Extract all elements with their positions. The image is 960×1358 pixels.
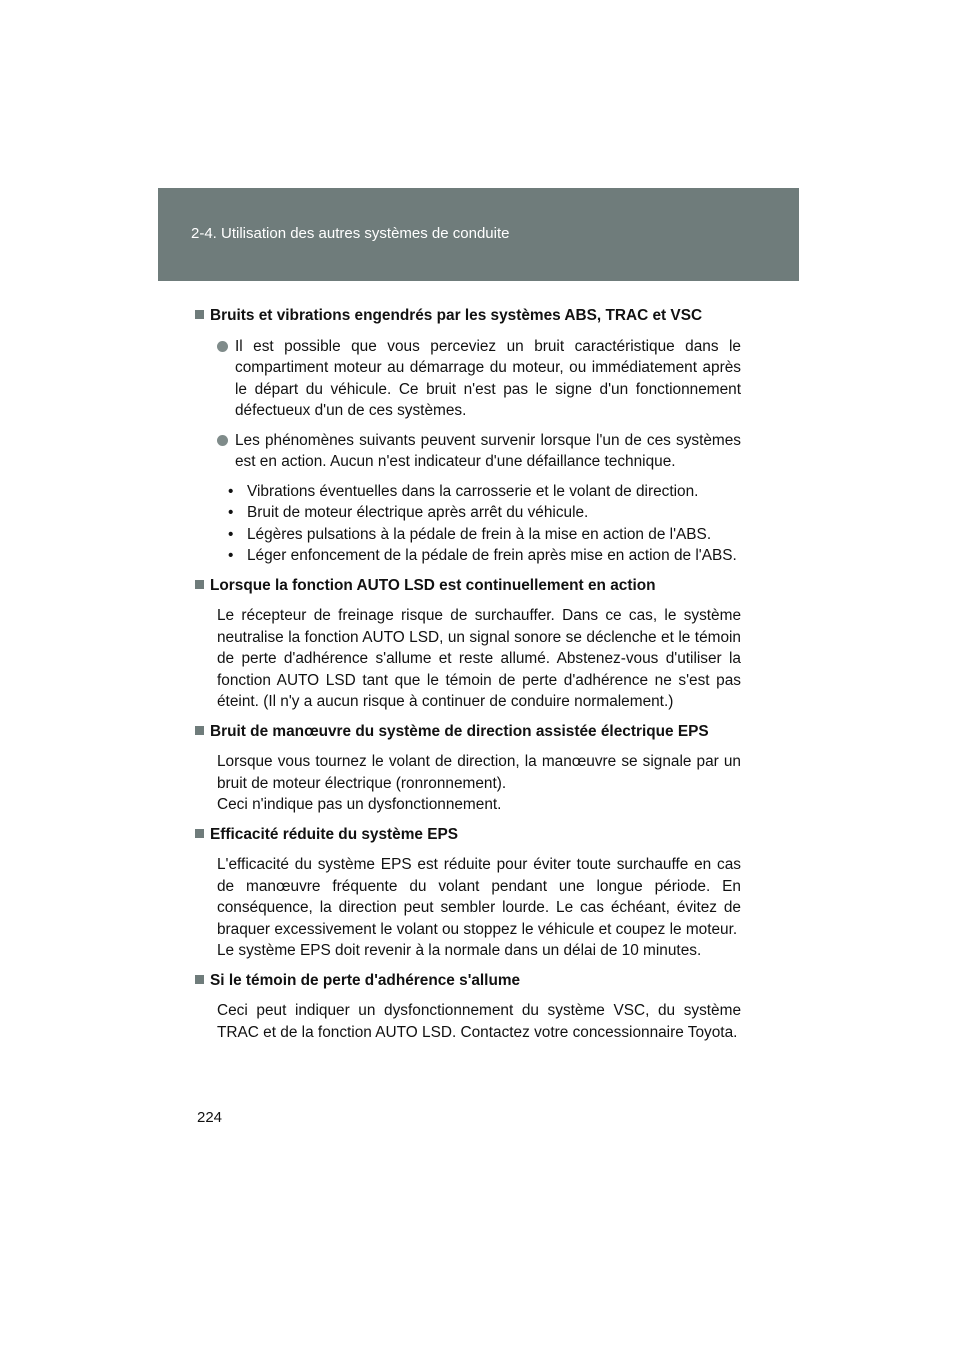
circle-bullet-icon xyxy=(217,341,228,352)
section-body xyxy=(195,854,741,962)
phenomena-list xyxy=(195,481,741,567)
section-heading-auto-lsd xyxy=(195,575,741,597)
circle-bullet-icon xyxy=(217,435,228,446)
section-heading-text: Bruit de manœuvre du système de direction assistée électrique EPS xyxy=(210,722,709,740)
section-body xyxy=(195,751,741,816)
dot-item-text: Il est possible que vous perceviez un bruit caractéristique dans le compartiment moteur au démarrage du moteur, ou immédiatement après le départ du véhicule. Ce bruit n'est pas le signe d'un fonctionnement défectueux d'un de ces systèmes. xyxy=(235,337,741,419)
dot-item xyxy=(195,336,741,422)
dot-item-text: Les phénomènes suivants peuvent survenir lorsque l'un de ces systèmes est en action. Aucun n'est indicateur d'une défaillance technique. xyxy=(235,431,741,470)
section-heading-abs-noise xyxy=(195,305,741,327)
list-item: • Bruit de moteur électrique après arrêt du véhicule. xyxy=(228,502,741,524)
section-heading-slip-indicator xyxy=(195,970,741,992)
square-bullet-icon xyxy=(195,829,204,838)
section-body xyxy=(195,605,741,713)
section-heading-eps-noise xyxy=(195,721,741,743)
paragraph: Ceci n'indique pas un dysfonctionnement. xyxy=(217,796,502,813)
chapter-title: 2-4. Utilisation des autres systèmes de conduite xyxy=(191,225,510,242)
paragraph: Lorsque vous tournez le volant de direction, la manœuvre se signale par un bruit de moteur électrique (ronronnement). xyxy=(217,753,741,792)
square-bullet-icon xyxy=(195,580,204,589)
section-heading-text: Bruits et vibrations engendrés par les systèmes ABS, TRAC et VSC xyxy=(210,307,703,324)
section-heading-eps-efficiency xyxy=(195,824,741,846)
square-bullet-icon xyxy=(195,726,204,735)
dot-item xyxy=(195,430,741,473)
paragraph: Le récepteur de freinage risque de surchauffer. Dans ce cas, le système neutralise la fonction AUTO LSD, un signal sonore se déclenche et le témoin de perte d'adhérence s'allume et reste allumé. Abstenez-vous d'utiliser la fonction AUTO LSD tant que le témoin de perte d'adhérence ne s'est pas éteint. (Il n'y a aucun risque à continuer de conduire normalement.) xyxy=(217,607,741,710)
chapter-header xyxy=(158,188,799,281)
section-heading-text: Si le témoin de perte d'adhérence s'allume xyxy=(210,971,521,989)
list-item: • Légères pulsations à la pédale de frein à la mise en action de l'ABS. xyxy=(228,524,741,546)
list-item: • Vibrations éventuelles dans la carrosserie et le volant de direction. xyxy=(228,481,741,503)
paragraph: L'efficacité du système EPS est réduite pour éviter toute surchauffe en cas de manœuvre fréquente du volant pendant une longue période. En conséquence, la direction peut sembler lourde. Le cas échéant, évitez de braquer excessivement le volant ou stoppez le véhicule et coupez le moteur. xyxy=(217,856,741,938)
page-number: 224 xyxy=(197,1109,223,1126)
paragraph: Ceci peut indiquer un dysfonctionnement du système VSC, du système TRAC et de la fonction AUTO LSD. Contactez votre concessionnaire Toyota. xyxy=(217,1002,741,1041)
square-bullet-icon xyxy=(195,975,204,984)
section-heading-text: Lorsque la fonction AUTO LSD est continuellement en action xyxy=(210,576,656,594)
paragraph: Le système EPS doit revenir à la normale dans un délai de 10 minutes. xyxy=(217,942,702,959)
section-heading-text: Efficacité réduite du système EPS xyxy=(210,825,459,843)
square-bullet-icon xyxy=(195,310,204,319)
section-body xyxy=(195,1000,741,1043)
list-item: • Léger enfoncement de la pédale de frein après mise en action de l'ABS. xyxy=(228,545,741,567)
page-content xyxy=(195,305,741,1051)
